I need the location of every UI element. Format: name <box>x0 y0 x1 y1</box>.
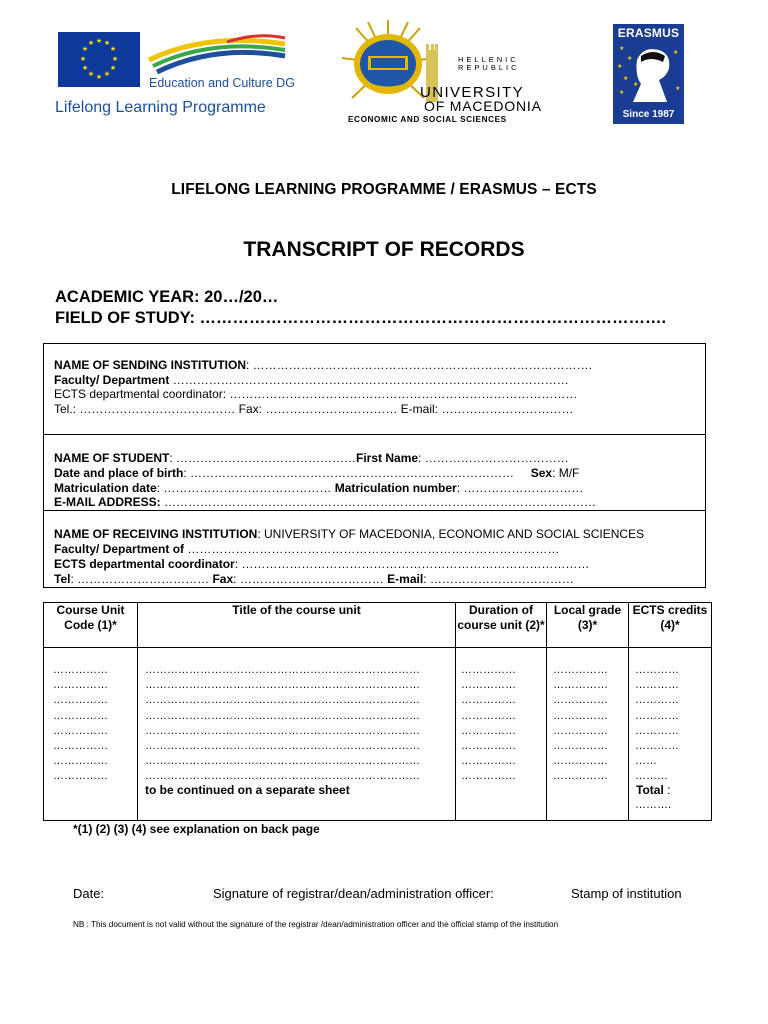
svg-text:★: ★ <box>619 89 625 96</box>
stamp-label: Stamp of institution <box>571 886 682 901</box>
institution-student-info-box <box>43 343 706 588</box>
column-header-course-title: Title of the course unit <box>232 603 361 617</box>
svg-text:★: ★ <box>87 70 95 78</box>
table-column-divider <box>137 603 138 820</box>
programme-title: LIFELONG LEARNING PROGRAMME / ERASMUS – ECTS <box>171 181 597 198</box>
svg-text:★: ★ <box>109 45 117 53</box>
ects-credit-entries[interactable]: ………… ………… ………… ………… ………… ………… …… ……… <box>635 664 679 783</box>
svg-text:★: ★ <box>81 64 89 72</box>
llp-name-text: Lifelong Learning Programme <box>55 99 266 116</box>
eu-flag-icon <box>58 32 140 87</box>
svg-text:★: ★ <box>103 39 111 47</box>
llp-swoosh-icon <box>147 30 287 78</box>
table-column-divider <box>455 603 456 820</box>
course-title-entries[interactable]: ………………………………………………………………… ………………………………………………………………… ………………………………………………………………… ………………………………………………………………… ………………………………………………………………… ………………………………………………………………… ………………………………………………………………… ………………………………………………………………… <box>145 664 420 783</box>
svg-text:★: ★ <box>673 49 679 56</box>
table-column-divider <box>546 603 547 820</box>
date-label: Date: <box>73 886 105 901</box>
local-grade-entries[interactable]: …………… …………… …………… …………… …………… …………… …………… …………… <box>553 664 608 783</box>
sending-contact-field[interactable]: Tel.: ………………………………… Fax: …………………………… E-mail: …………………………… <box>54 402 574 416</box>
erasmus-portrait-icon <box>613 40 684 108</box>
university-faculty-text: ECONOMIC AND SOCIAL SCIENCES <box>348 115 507 124</box>
receiving-faculty-field[interactable]: Faculty/ Department of ………………………………………………………………………………… <box>54 542 560 556</box>
university-name-line2: OF MACEDONIA <box>424 98 542 114</box>
field-of-study-label: FIELD OF STUDY <box>55 309 190 327</box>
svg-text:★: ★ <box>619 45 625 52</box>
field-of-study-field[interactable] <box>55 309 666 328</box>
student-email-field[interactable]: E-MAIL ADDRESS: ……………………………………………………………………………………………… <box>54 495 597 509</box>
erasmus-logo <box>613 24 684 124</box>
sending-coordinator-field[interactable]: ECTS departmental coordinator: …………………………………………………………………………… <box>54 387 578 401</box>
course-code-entries[interactable]: …………… …………… …………… …………… …………… …………… …………… …………… <box>53 664 108 783</box>
field-of-study-value: : …………………………………………………………………………. <box>189 309 667 327</box>
erasmus-since-text: Since 1987 <box>622 109 675 120</box>
university-of-macedonia-logo <box>338 18 542 126</box>
column-header-duration: Duration of course unit (2)* <box>457 603 545 632</box>
sending-faculty-field[interactable]: Faculty/ Department ……………………………………………………………………………………… <box>54 373 569 387</box>
receiving-contact-field[interactable]: Tel: …………………………… Fax: ……………………………… E-mail: ……………………………… <box>54 572 574 586</box>
svg-text:★: ★ <box>675 85 681 92</box>
table-column-divider <box>628 603 629 820</box>
svg-text:★: ★ <box>81 45 89 53</box>
column-header-ects-credits: ECTS credits (4)* <box>632 603 708 632</box>
document-title: TRANSCRIPT OF RECORDS <box>243 238 525 261</box>
duration-entries[interactable]: …………… …………… …………… …………… …………… …………… …………… …………… <box>461 664 516 783</box>
total-credits-value[interactable]: ………. <box>635 799 672 811</box>
svg-text:★: ★ <box>627 55 633 62</box>
lifelong-learning-logo <box>55 28 295 124</box>
svg-text:★: ★ <box>633 81 639 88</box>
student-matriculation-field[interactable]: Matriculation date: …………………………………… Matriculation number: ………………………… <box>54 481 584 495</box>
continued-note: to be continued on a separate sheet <box>145 783 350 797</box>
section-divider <box>44 510 705 511</box>
student-name-field[interactable]: NAME OF STUDENT: ………………………………………First Name: ……………………………… <box>54 451 569 465</box>
hellenic-republic-text: HELLENIC REPUBLIC <box>458 55 520 72</box>
sending-institution-field[interactable]: NAME OF SENDING INSTITUTION: …………………………………………………………………………. <box>54 358 593 372</box>
university-name-line1: UNIVERSITY <box>420 84 525 101</box>
student-birth-field[interactable]: Date and place of birth: ……………………………………………………………………… Sex: M/F <box>54 466 580 480</box>
llp-dg-text: Education and Culture DG <box>149 76 295 90</box>
erasmus-word: ERASMUS <box>617 26 680 40</box>
column-header-local-grade: Local grade (3)* <box>553 603 622 632</box>
svg-text:★: ★ <box>87 39 95 47</box>
svg-text:★: ★ <box>95 73 103 81</box>
academic-year-field[interactable]: ACADEMIC YEAR: 20…/20… <box>55 288 279 306</box>
section-divider <box>44 434 705 435</box>
svg-text:★: ★ <box>109 64 117 72</box>
validity-note: NB : This document is not valid without the signature of the registrar /dean/administration officer and the official stamp of the institution <box>73 920 559 929</box>
course-units-table <box>43 602 712 821</box>
signature-label: Signature of registrar/dean/administration officer: <box>213 886 494 901</box>
total-credits-label: Total : <box>636 783 671 797</box>
svg-text:★: ★ <box>111 55 119 63</box>
svg-text:★: ★ <box>617 63 623 70</box>
svg-text:★: ★ <box>79 55 87 63</box>
column-header-course-code: Course Unit Code (1)* <box>56 603 125 632</box>
table-header-divider <box>44 647 711 648</box>
svg-text:★: ★ <box>103 70 111 78</box>
svg-text:★: ★ <box>623 75 629 82</box>
receiving-coordinator-field[interactable]: ECTS departmental coordinator: …………………………………………………………………………… <box>54 557 590 571</box>
explanation-footnote: *(1) (2) (3) (4) see explanation on back page <box>73 822 320 836</box>
receiving-institution-field[interactable]: NAME OF RECEIVING INSTITUTION: UNIVERSITY OF MACEDONIA, ECONOMIC AND SOCIAL SCIENCES <box>54 527 645 541</box>
svg-text:★: ★ <box>95 37 103 45</box>
